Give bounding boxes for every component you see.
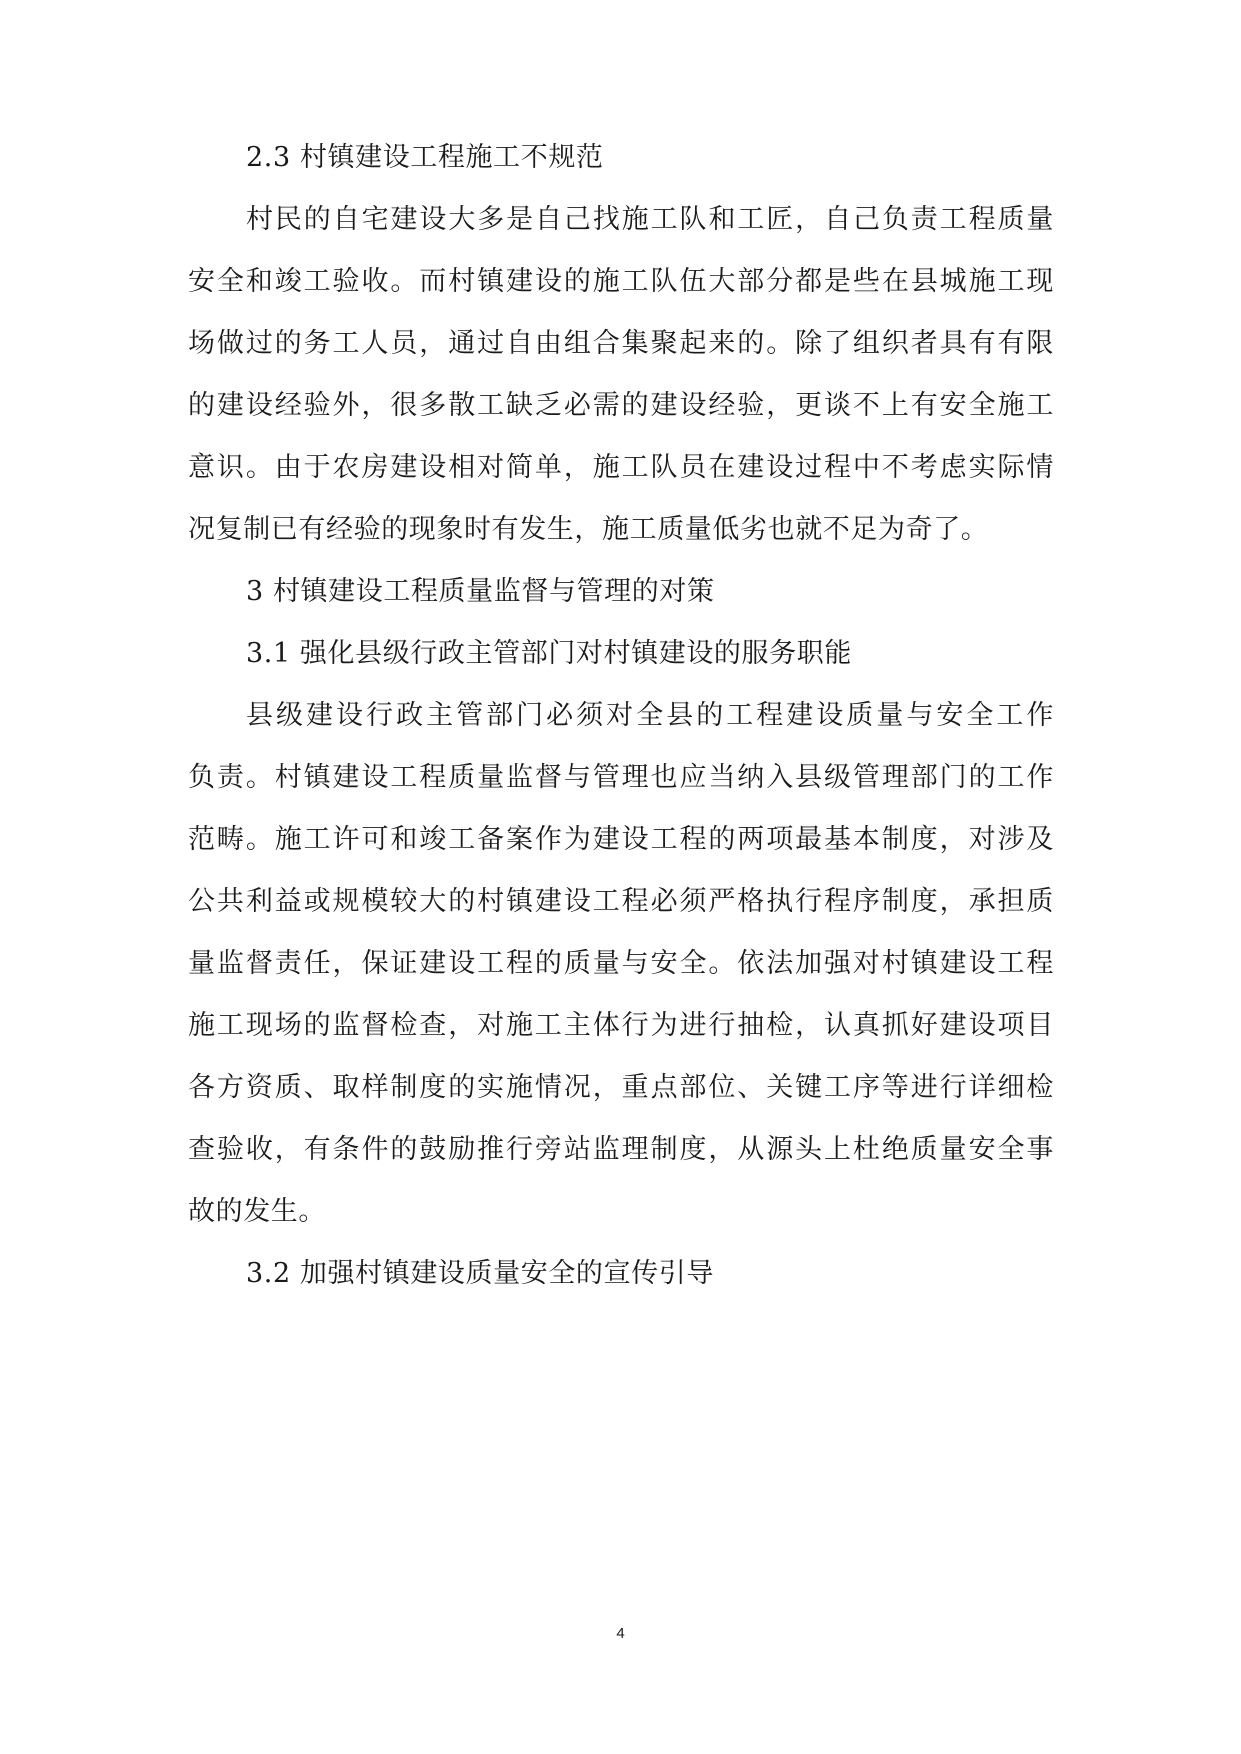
paragraph-line: 意识。由于农房建设相对简单，施工队员在建设过程中不考虑实际情 [188,452,1054,483]
page-number: 4 [616,1625,625,1642]
paragraph-line: 县级建设行政主管部门必须对全县的工程建设质量与安全工作 [246,700,1054,731]
section-heading-3: 3 村镇建设工程质量监督与管理的对策 [246,576,715,607]
paragraph-line: 量监督责任，保证建设工程的质量与安全。依法加强对村镇建设工程 [188,948,1054,979]
section-heading-3-2: 3.2 加强村镇建设质量安全的宣传引导 [246,1258,714,1289]
paragraph-line: 安全和竣工验收。而村镇建设的施工队伍大部分都是些在县城施工现 [188,266,1054,297]
paragraph-line: 况复制已有经验的现象时有发生，施工质量低劣也就不足为奇了。 [188,514,989,545]
section-heading-3-1: 3.1 强化县级行政主管部门对村镇建设的服务职能 [246,638,852,669]
paragraph-line: 故的发生。 [188,1196,326,1227]
paragraph-line: 施工现场的监督检查，对施工主体行为进行抽检，认真抓好建设项目 [188,1010,1054,1041]
paragraph-line: 查验收，有条件的鼓励推行旁站监理制度，从源头上杜绝质量安全事 [188,1134,1054,1165]
paragraph-line: 村民的自宅建设大多是自己找施工队和工匠，自己负责工程质量 [246,204,1054,235]
paragraph-line: 的建设经验外，很多散工缺乏必需的建设经验，更谈不上有安全施工 [188,390,1054,421]
paragraph-line: 公共利益或规模较大的村镇建设工程必须严格执行程序制度，承担质 [188,886,1054,917]
paragraph-line: 范畴。施工许可和竣工备案作为建设工程的两项最基本制度，对涉及 [188,824,1054,855]
paragraph-line: 负责。村镇建设工程质量监督与管理也应当纳入县级管理部门的工作 [188,762,1054,793]
paragraph-line: 场做过的务工人员，通过自由组合集聚起来的。除了组织者具有有限 [188,328,1054,359]
section-heading-2-3: 2.3 村镇建设工程施工不规范 [246,142,604,173]
paragraph-line: 各方资质、取样制度的实施情况，重点部位、关键工序等进行详细检 [188,1072,1054,1103]
